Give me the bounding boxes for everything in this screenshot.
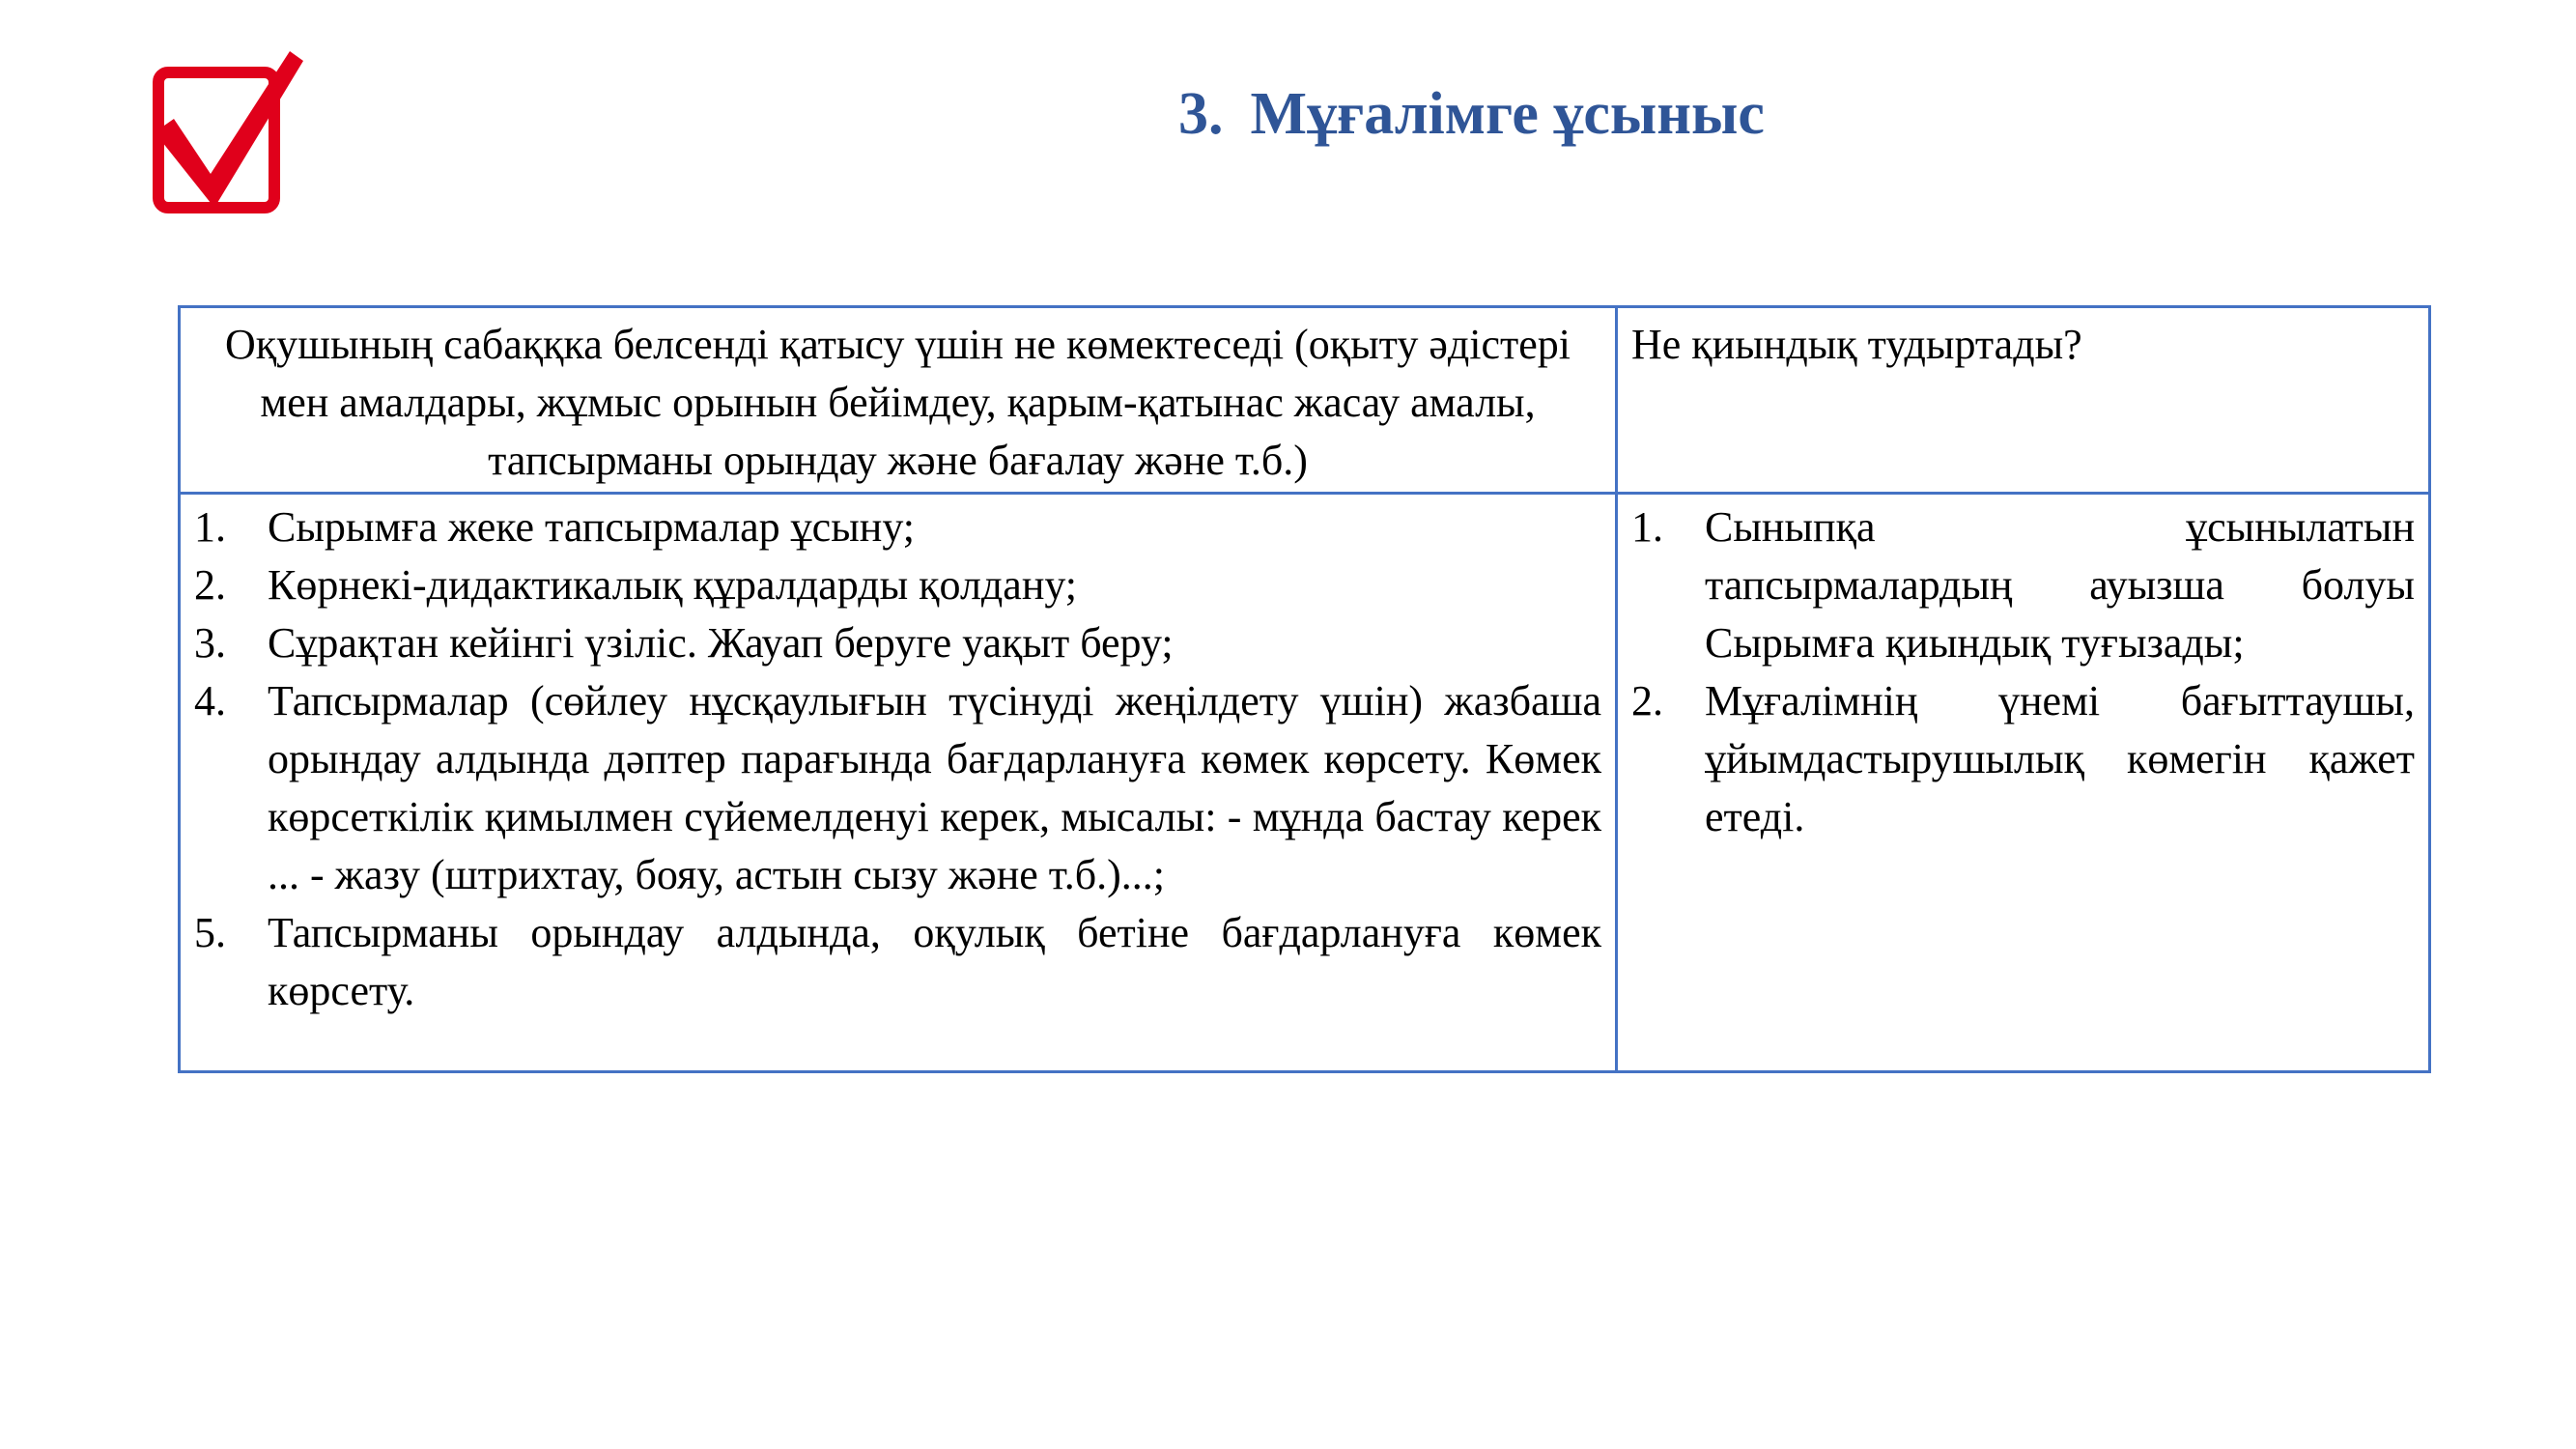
list-item-number: 3. (194, 619, 226, 667)
table-body-row (180, 494, 2430, 1072)
list-item-number: 1. (1631, 503, 1663, 551)
header-difficulties: Не қиындық тудыртады? (1617, 307, 2430, 494)
list-item-number: 5. (194, 909, 226, 956)
slide-title (0, 75, 2576, 153)
list-item-text: Сырымға жеке тапсырмалар ұсыну; (268, 503, 915, 551)
difficulties-list-item (1631, 498, 2415, 672)
header-helps: Оқушының сабаққка белсенді қатысу үшін не көмектеседі (оқыту әдістері мен амалдары, жұмыс орынын бейімдеу, қарым-қатынас жасау амалы, тапсырманы орындау және бағалау және т.б.) (180, 307, 1617, 494)
helps-list-item (194, 614, 1601, 672)
list-item-text: Көрнекі-дидактикалық құралдарды қолдану; (268, 561, 1078, 609)
list-item-number: 1. (194, 503, 226, 551)
list-item-number: 2. (194, 561, 226, 609)
list-item-text: Тапсырманы орындау алдында, оқулық бетіне бағдарлануға көмек көрсету. (268, 909, 1601, 1014)
list-item-text: Тапсырмалар (сөйлеу нұсқаулығын түсінуді жеңілдету үшін) жазбаша орындау алдында дәптер парағында бағдарлануға көмек көрсету. Көмек көрсеткілік қимылмен сүйемелденуі керек, мысалы: - мұнда бастау керек ... - жазу (штрихтау, бояу, астын сызу және т.б.)...; (268, 677, 1601, 898)
recommendation-table (178, 305, 2431, 1073)
helps-cell (180, 494, 1617, 1072)
list-item-text: Сыныпқа ұсынылатын тапсырмалардың ауызша болуы Сырымға қиындық туғызады; (1705, 503, 2415, 667)
table-header-row (180, 307, 2430, 494)
helps-list (194, 498, 1601, 1020)
difficulties-list (1631, 498, 2415, 846)
helps-list-item (194, 904, 1601, 1020)
difficulties-list-item (1631, 672, 2415, 846)
list-item-number: 4. (194, 677, 226, 724)
list-item-text: Мұғалімнің үнемі бағыттаушы, ұйымдастырушылық көмегін қажет етеді. (1705, 677, 2415, 840)
title-number: 3. (1178, 81, 1224, 147)
helps-list-item (194, 556, 1601, 614)
helps-list-item (194, 498, 1601, 556)
difficulties-cell (1617, 494, 2430, 1072)
helps-list-item (194, 672, 1601, 904)
title-text: Мұғалімге ұсыныс (1250, 81, 1765, 147)
list-item-number: 2. (1631, 677, 1663, 724)
list-item-text: Сұрақтан кейінгі үзіліс. Жауап беруге уақыт беру; (268, 619, 1174, 667)
